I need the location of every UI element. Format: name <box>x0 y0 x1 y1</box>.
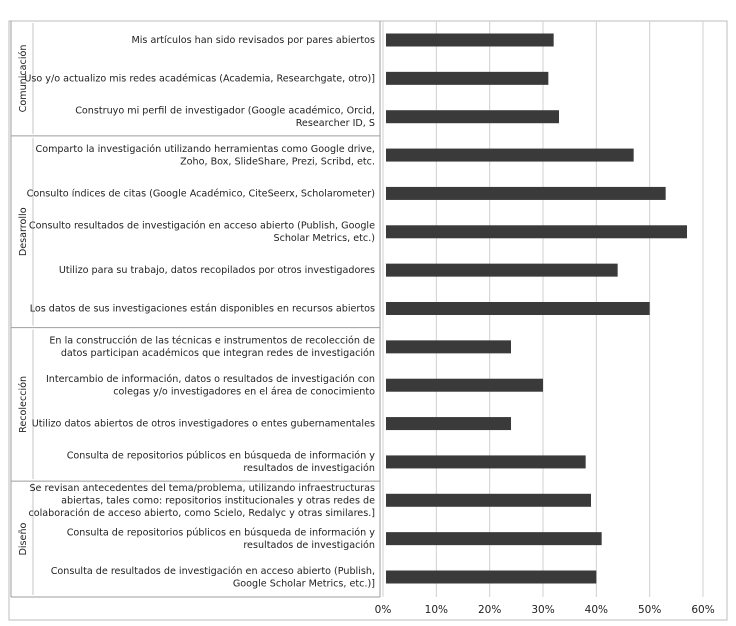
category-label: Utilizo para su trabajo, datos recopilados por otros investigadores <box>58 265 375 277</box>
category-label: Utilizo datos abiertos de otros investigadores o entes gubernamentales <box>31 418 375 430</box>
bar <box>386 340 511 353</box>
group-label: Recolección <box>18 375 29 433</box>
bar <box>386 302 650 315</box>
bar <box>386 417 511 430</box>
bar <box>386 532 602 545</box>
category-label: Consulta de repositorios públicos en búsqueda de información y <box>66 527 375 539</box>
category-label: colaboración de acceso abierto, como Scielo, Redalyc y otras similares.] <box>28 507 375 519</box>
category-label: Mis artículos han sido revisados por pares abiertos <box>131 35 375 46</box>
category-label: Consulta de resultados de investigación en acceso abierto (Publish, <box>50 565 375 577</box>
bar <box>386 225 687 238</box>
category-label: Consulto resultados de investigación en acceso abierto (Publish, Google <box>28 220 375 232</box>
x-tick-label: 60% <box>691 604 715 616</box>
bar <box>386 149 634 162</box>
x-tick-label: 40% <box>584 604 609 616</box>
bar <box>386 34 554 47</box>
x-tick-label: 20% <box>477 604 502 616</box>
category-label: resultados de investigación <box>243 463 375 475</box>
group-label: Comunicación <box>18 44 29 113</box>
category-label: Researcher ID, S <box>295 117 375 129</box>
bar <box>386 379 543 392</box>
category-label: Zoho, Box, SlideShare, Prezi, Scribd, etc. <box>180 156 375 168</box>
category-label: Construyo mi perfil de investigador (Google académico, Orcid, <box>75 105 375 117</box>
category-label: Uso y/o actualizo mis redes académicas (Academia, Researchgate, otro)] <box>24 73 375 85</box>
group-label: Diseño <box>18 522 29 556</box>
category-label: colegas y/o investigadores en el área de conocimiento <box>113 386 375 398</box>
bar <box>386 571 596 584</box>
category-label: Los datos de sus investigaciones están disponibles en recursos abiertos <box>29 303 375 315</box>
category-label: Intercambio de información, datos o resultados de investigación con <box>45 373 375 385</box>
x-tick-label: 0% <box>374 604 392 616</box>
category-label: Google Scholar Metrics, etc.)] <box>232 578 375 590</box>
bar <box>386 494 591 507</box>
category-label: En la construcción de las técnicas e instrumentos de recolección de <box>49 335 375 347</box>
bar <box>386 110 559 123</box>
x-tick-label: 50% <box>637 604 662 616</box>
category-label: resultados de investigación <box>243 539 375 551</box>
bar <box>386 264 618 277</box>
bar <box>386 72 548 85</box>
category-label: datos participan académicos que integran redes de investigación <box>60 348 375 360</box>
category-label: Consulta de repositorios públicos en búsqueda de información y <box>66 450 375 462</box>
x-tick-label: 10% <box>424 604 449 616</box>
category-label: Scholar Metrics, etc.) <box>273 233 375 245</box>
x-tick-label: 30% <box>531 604 555 616</box>
category-label: Se revisan antecedentes del tema/problema, utilizando infraestructuras <box>29 482 375 494</box>
category-label: abiertas, tales como: repositorios institucionales y otras redes de <box>61 495 375 507</box>
bar <box>386 455 586 468</box>
bar <box>386 187 666 200</box>
category-label: Comparto la investigación utilizando herramientas como Google drive, <box>35 143 375 155</box>
category-label: Consulto índices de citas (Google Académico, CiteSeerx, Scholarometer) <box>26 188 375 200</box>
group-label: Desarrollo <box>18 207 29 257</box>
